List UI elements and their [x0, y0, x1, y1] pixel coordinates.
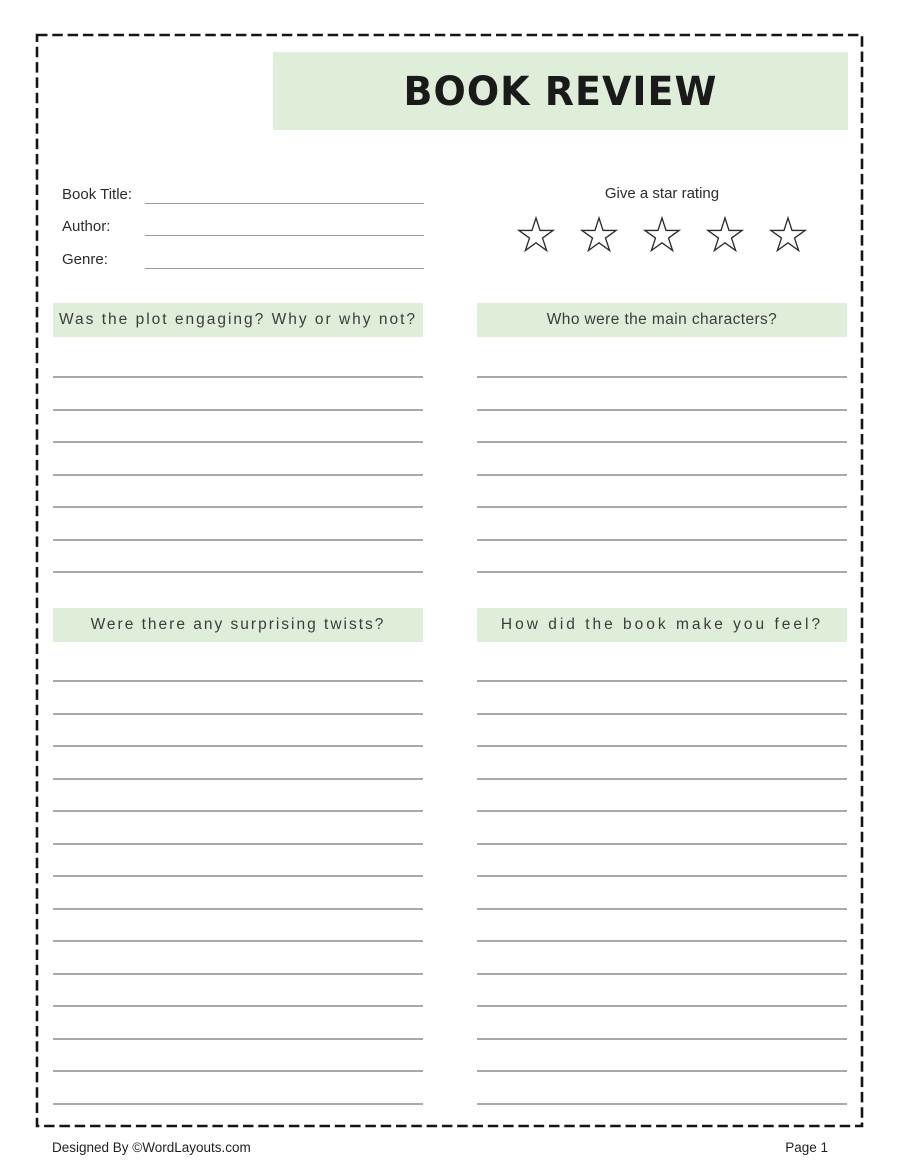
writing-line [53, 715, 423, 748]
footer-credit: Designed By ©WordLayouts.com [52, 1140, 251, 1155]
star-rating-label: Give a star rating [604, 185, 720, 202]
writing-line [53, 1007, 423, 1040]
star-icon[interactable] [706, 215, 744, 255]
star-row [477, 215, 847, 255]
writing-line [477, 346, 847, 379]
writing-line [53, 443, 423, 476]
writing-line [53, 975, 423, 1008]
section-plot-engaging [53, 303, 423, 573]
page-title: BOOK REVIEW [403, 67, 718, 115]
writing-line [477, 715, 847, 748]
genre-label: Genre: [62, 250, 108, 268]
writing-line [477, 476, 847, 509]
writing-line [53, 476, 423, 509]
star-icon[interactable] [769, 215, 807, 255]
author-field[interactable] [62, 204, 424, 237]
footer-page-number: Page 1 [785, 1140, 828, 1155]
writing-line [477, 443, 847, 476]
writing-line [477, 682, 847, 715]
writing-line [477, 541, 847, 574]
writing-line [53, 378, 423, 411]
writing-line [477, 1072, 847, 1105]
section-book-feel [477, 608, 847, 1105]
writing-line [53, 845, 423, 878]
section-main-characters [477, 303, 847, 573]
section-plot-engaging-header: Was the plot engaging? Why or why not? [53, 303, 423, 337]
writing-line [53, 508, 423, 541]
writing-line [477, 650, 847, 683]
section-main-characters-header: Who were the main characters? [477, 303, 847, 337]
star-icon[interactable] [517, 215, 555, 255]
writing-line [53, 650, 423, 683]
title-banner [273, 52, 848, 130]
writing-line [477, 411, 847, 444]
writing-line [477, 975, 847, 1008]
writing-line [477, 508, 847, 541]
author-input-line[interactable] [145, 204, 424, 237]
writing-line [477, 378, 847, 411]
book-title-label: Book Title: [62, 185, 133, 203]
writing-line [53, 812, 423, 845]
section-plot-engaging-writing-area[interactable] [53, 337, 423, 573]
writing-line [477, 1007, 847, 1040]
writing-line [53, 910, 423, 943]
section-surprising-twists [53, 608, 423, 1105]
writing-line [53, 1072, 423, 1105]
genre-input-line[interactable] [145, 236, 424, 269]
writing-line [477, 747, 847, 780]
book-title-input-line[interactable] [145, 171, 424, 204]
writing-line [53, 346, 423, 379]
star-icon[interactable] [580, 215, 618, 255]
writing-line [477, 942, 847, 975]
genre-field[interactable] [62, 236, 424, 269]
writing-line [53, 541, 423, 574]
writing-line [53, 747, 423, 780]
writing-line [53, 942, 423, 975]
writing-line [477, 877, 847, 910]
section-book-feel-header: How did the book make you feel? [477, 608, 847, 642]
section-surprising-twists-writing-area[interactable] [53, 642, 423, 1105]
writing-line [53, 411, 423, 444]
book-title-field[interactable] [62, 171, 424, 204]
section-book-feel-writing-area[interactable] [477, 642, 847, 1105]
section-main-characters-writing-area[interactable] [477, 337, 847, 573]
section-surprising-twists-header: Were there any surprising twists? [53, 608, 423, 642]
writing-line [477, 812, 847, 845]
writing-line [53, 1040, 423, 1073]
star-rating-widget [477, 185, 847, 255]
writing-line [53, 682, 423, 715]
star-icon[interactable] [643, 215, 681, 255]
writing-line [477, 780, 847, 813]
writing-line [477, 1040, 847, 1073]
writing-line [477, 845, 847, 878]
book-fields [62, 171, 424, 269]
writing-line [53, 780, 423, 813]
author-label: Author: [62, 218, 111, 235]
page-footer [52, 1140, 828, 1155]
writing-line [477, 910, 847, 943]
writing-line [53, 877, 423, 910]
